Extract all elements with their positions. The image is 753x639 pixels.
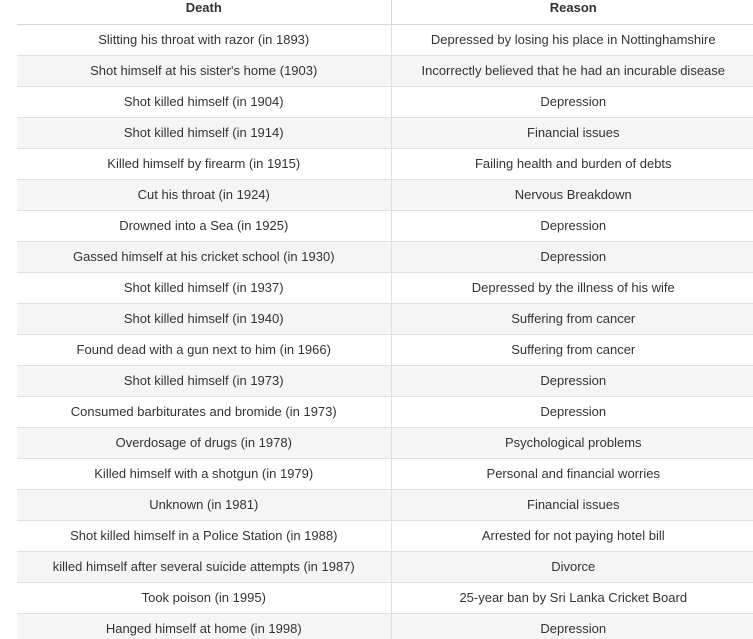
reason-cell: Depression [391,614,753,639]
death-cell: Shot killed himself (in 1937) [17,273,391,304]
table-row [17,56,753,87]
reason-cell: Arrested for not paying hotel bill [391,521,753,552]
header-row [17,0,753,25]
column-header-death: Death [17,0,391,25]
death-cell: Shot killed himself (in 1973) [17,366,391,397]
deaths-table [17,0,753,639]
table-row [17,428,753,459]
death-cell: killed himself after several suicide attempts (in 1987) [17,552,391,583]
reason-cell: Depression [391,242,753,273]
reason-cell: Depression [391,366,753,397]
death-cell: Killed himself with a shotgun (in 1979) [17,459,391,490]
table-container [17,0,753,639]
reason-cell: Incorrectly believed that he had an incurable disease [391,56,753,87]
death-cell: Shot killed himself in a Police Station (in 1988) [17,521,391,552]
table-row [17,149,753,180]
death-cell: Overdosage of drugs (in 1978) [17,428,391,459]
reason-cell: Depressed by the illness of his wife [391,273,753,304]
table-row [17,304,753,335]
death-cell: Consumed barbiturates and bromide (in 1973) [17,397,391,428]
death-cell: Drowned into a Sea (in 1925) [17,211,391,242]
reason-cell: Depression [391,87,753,118]
table-row [17,583,753,614]
reason-cell: Financial issues [391,490,753,521]
reason-cell: Suffering from cancer [391,335,753,366]
table-row [17,211,753,242]
reason-cell: Divorce [391,552,753,583]
reason-cell: Depression [391,211,753,242]
table-row [17,273,753,304]
table-row [17,366,753,397]
death-cell: Gassed himself at his cricket school (in 1930) [17,242,391,273]
table-row [17,521,753,552]
table-row [17,335,753,366]
table-body [17,25,753,639]
death-cell: Shot killed himself (in 1914) [17,118,391,149]
death-cell: Slitting his throat with razor (in 1893) [17,25,391,56]
reason-cell: 25-year ban by Sri Lanka Cricket Board [391,583,753,614]
table-row [17,25,753,56]
death-cell: Killed himself by firearm (in 1915) [17,149,391,180]
reason-cell: Depressed by losing his place in Nottinghamshire [391,25,753,56]
death-cell: Shot himself at his sister's home (1903) [17,56,391,87]
reason-cell: Failing health and burden of debts [391,149,753,180]
column-header-reason: Reason [391,0,753,25]
death-cell: Cut his throat (in 1924) [17,180,391,211]
table-header [17,0,753,25]
reason-cell: Personal and financial worries [391,459,753,490]
death-cell: Shot killed himself (in 1904) [17,87,391,118]
reason-cell: Depression [391,397,753,428]
reason-cell: Suffering from cancer [391,304,753,335]
death-cell: Shot killed himself (in 1940) [17,304,391,335]
table-row [17,614,753,639]
table-row [17,180,753,211]
death-cell: Unknown (in 1981) [17,490,391,521]
table-row [17,118,753,149]
death-cell: Found dead with a gun next to him (in 1966) [17,335,391,366]
table-row [17,459,753,490]
table-row [17,87,753,118]
death-cell: Hanged himself at home (in 1998) [17,614,391,639]
reason-cell: Psychological problems [391,428,753,459]
table-row [17,397,753,428]
table-row [17,490,753,521]
table-row [17,552,753,583]
table-row [17,242,753,273]
reason-cell: Financial issues [391,118,753,149]
reason-cell: Nervous Breakdown [391,180,753,211]
death-cell: Took poison (in 1995) [17,583,391,614]
